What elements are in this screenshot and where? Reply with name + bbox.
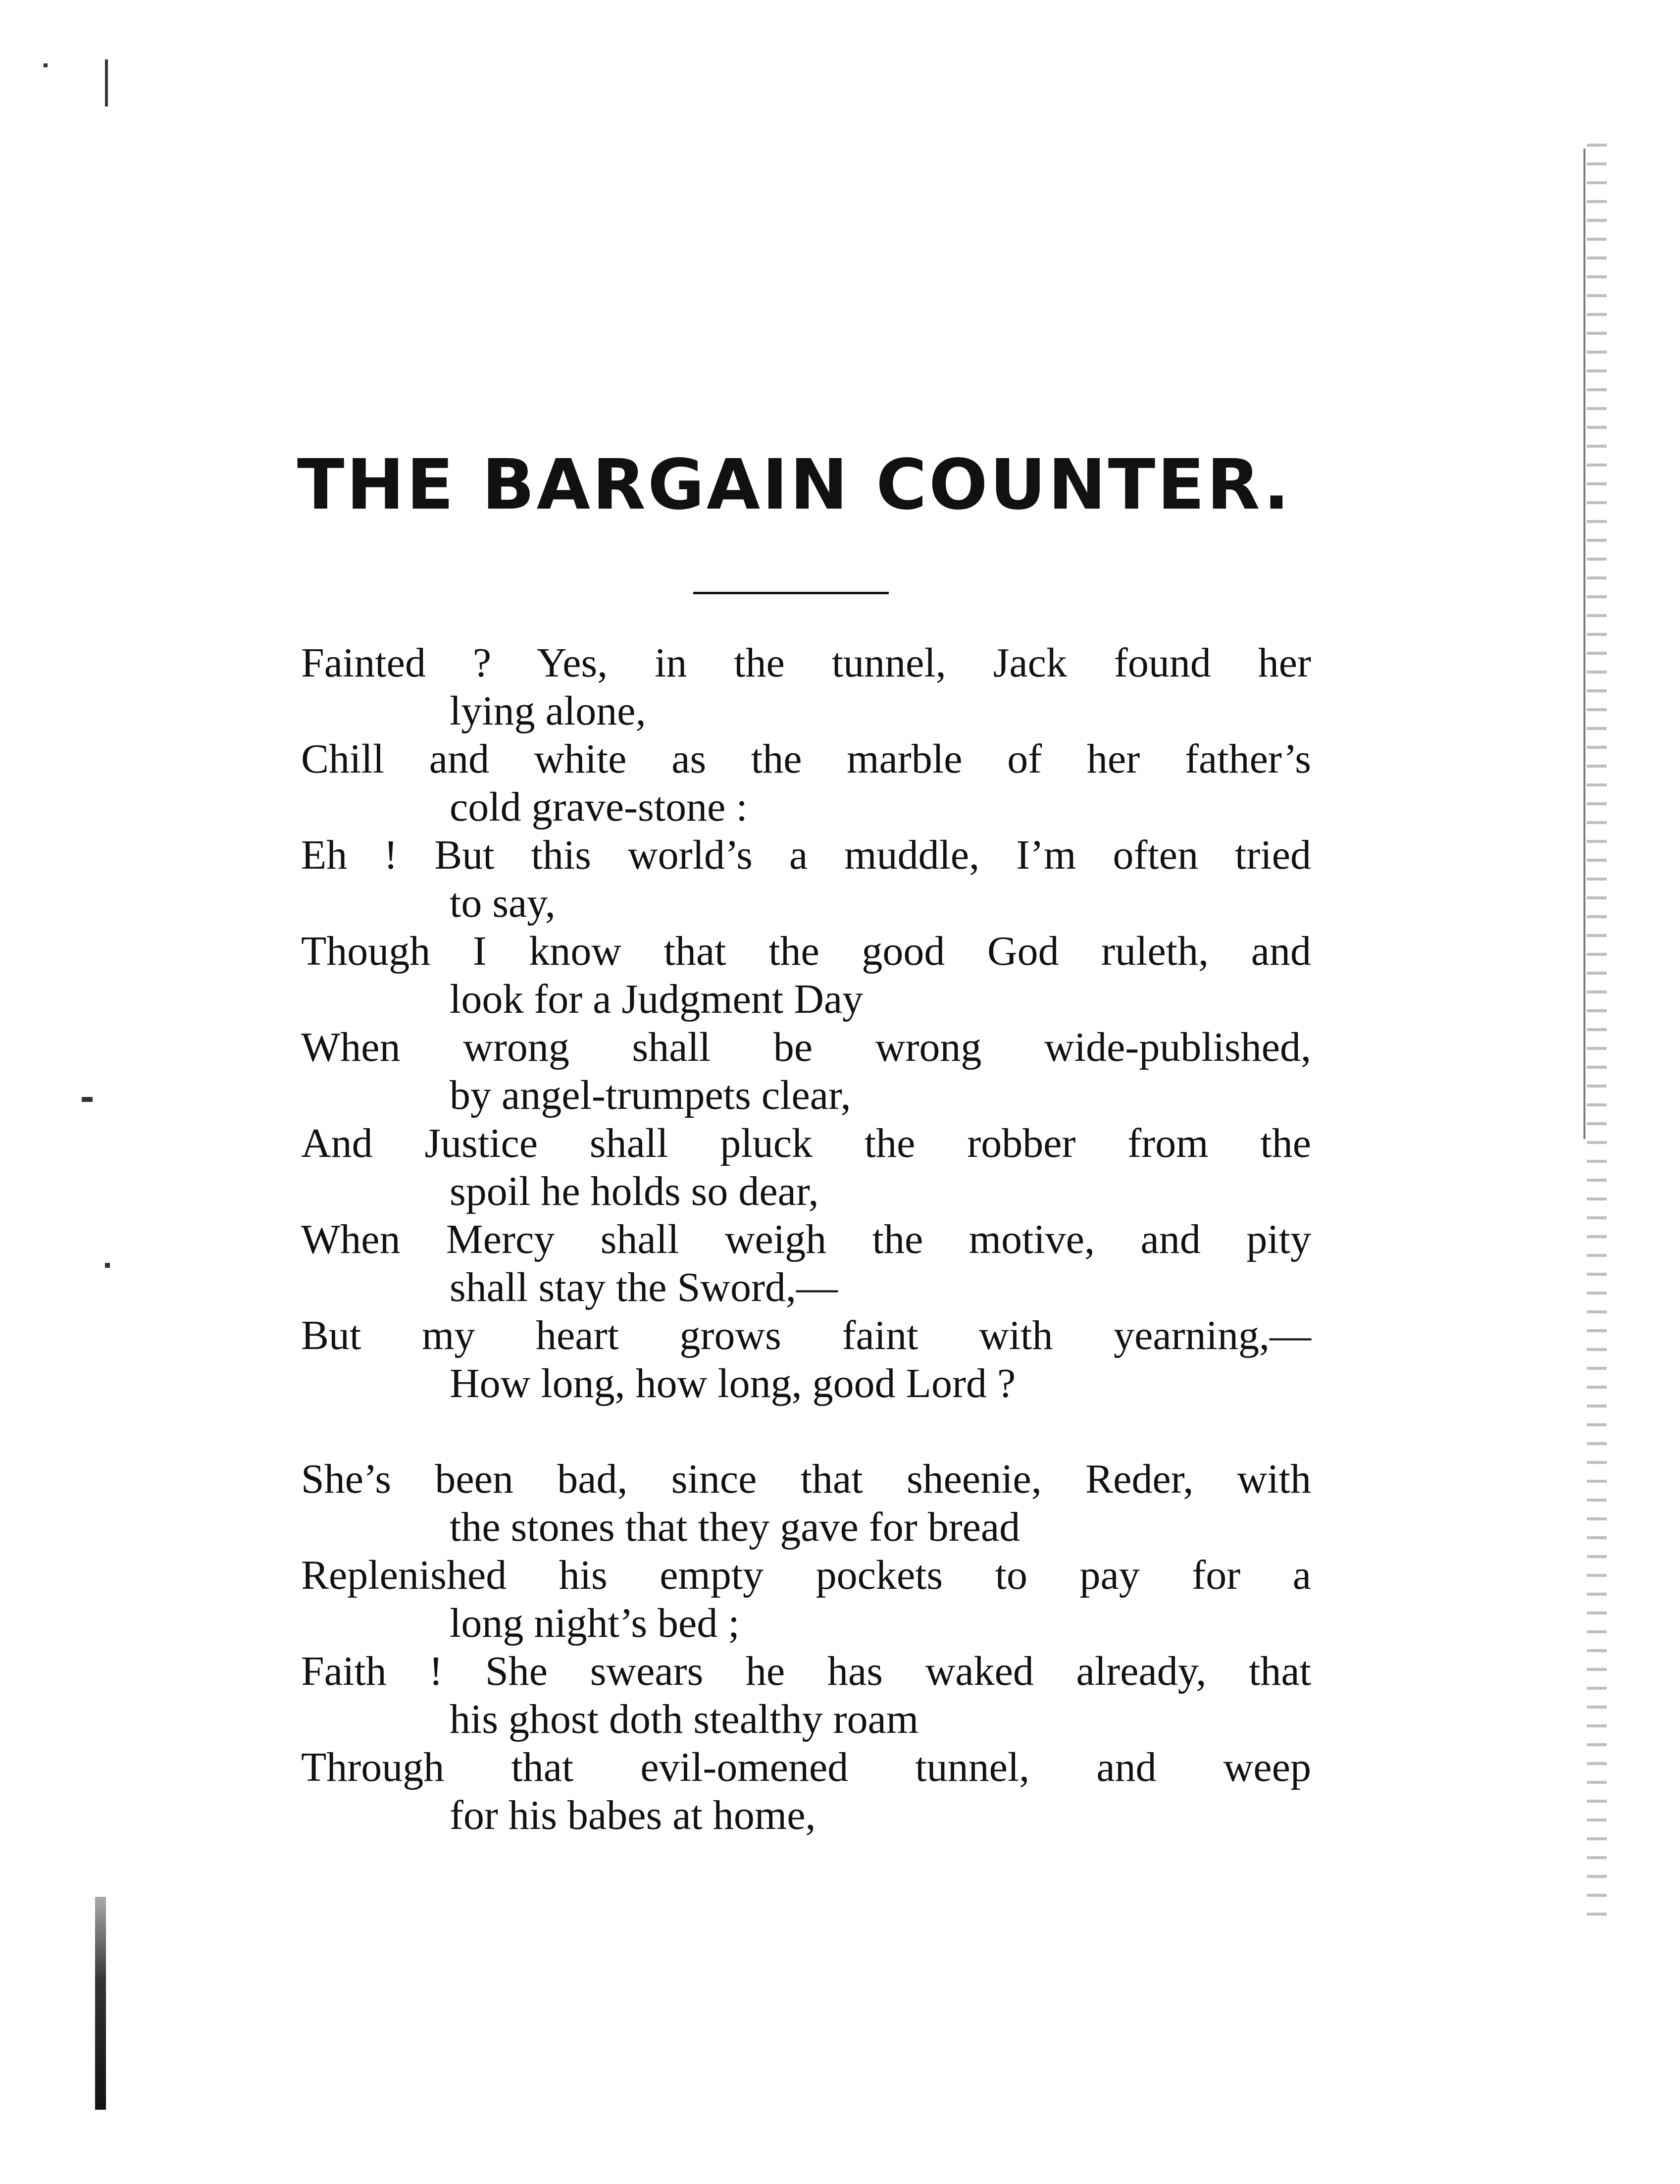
poem-line: for his babes at home, — [450, 1792, 816, 1838]
poem-line: How long, how long, good Lord ? — [450, 1360, 1016, 1406]
scan-edge-line — [1583, 149, 1585, 1139]
poem-line: the stones that they gave for bread — [450, 1504, 1020, 1550]
stanza-2 — [301, 1455, 1311, 1839]
poem-line: Through that evil-omened tunnel, and weep — [301, 1744, 1311, 1790]
poem-line: She’s been bad, since that sheenie, Reder, with — [301, 1456, 1311, 1502]
poem-line: Fainted ? Yes, in the tunnel, Jack found her — [301, 640, 1311, 686]
poem-line: Though I know that the good God ruleth, and — [301, 928, 1311, 974]
scan-mark-top-left — [105, 59, 108, 106]
title-divider — [693, 592, 889, 594]
scan-edge-strip — [1587, 144, 1607, 1926]
poem-line: When wrong shall be wrong wide-published, — [301, 1024, 1311, 1070]
poem-line: Replenished his empty pockets to pay for a — [301, 1552, 1311, 1598]
poem-line: his ghost doth stealthy roam — [450, 1696, 919, 1742]
poem-line: by angel-trumpets clear, — [450, 1072, 851, 1118]
poem-line: lying alone, — [450, 688, 646, 734]
poem-line: look for a Judgment Day — [450, 976, 864, 1022]
poem-line: And Justice shall pluck the robber from the — [301, 1120, 1311, 1166]
poem-line: Faith ! She swears he has waked already, that — [301, 1648, 1311, 1694]
poem-line: cold grave-stone : — [450, 784, 748, 830]
poem-line: shall stay the Sword,— — [450, 1264, 838, 1310]
poem-line: to say, — [450, 880, 556, 926]
poem-line: Chill and white as the marble of her father’s — [301, 736, 1311, 782]
poem — [301, 639, 1311, 1839]
poem-line: long night’s bed ; — [450, 1600, 740, 1646]
stanza-1 — [301, 639, 1311, 1407]
poem-line: When Mercy shall weigh the motive, and pity — [301, 1216, 1311, 1262]
scan-binding-bar — [95, 1897, 106, 2110]
scan-mark-dot-left — [105, 1263, 110, 1268]
scan-mark-left-middle — [82, 1097, 93, 1102]
poem-line: spoil he holds so dear, — [450, 1168, 819, 1214]
page-title: THE BARGAIN COUNTER. — [297, 445, 1292, 525]
poem-line: But my heart grows faint with yearning,— — [301, 1312, 1311, 1358]
poem-line: Eh ! But this world’s a muddle, I’m often tried — [301, 832, 1311, 878]
scan-mark-dot-top — [44, 63, 48, 67]
